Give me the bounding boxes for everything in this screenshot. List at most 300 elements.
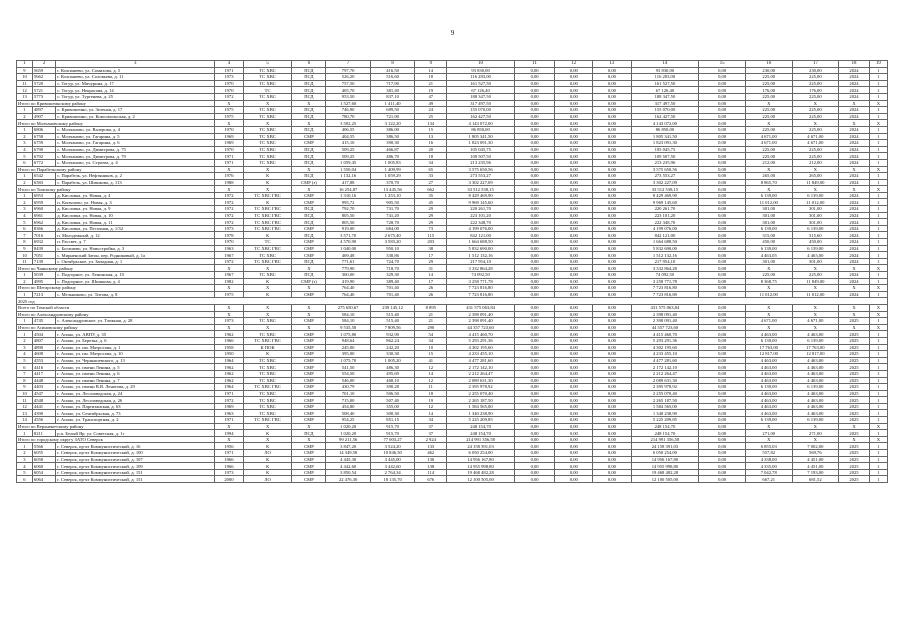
table-cell: ПСД — [292, 206, 326, 213]
column-number-cell: 13 — [593, 61, 631, 68]
table-cell: 0,00 — [699, 456, 746, 463]
table-cell: 225,00 — [792, 74, 839, 81]
table-cell: 5 — [17, 219, 33, 226]
table-cell: 3 575 650,56 — [447, 166, 515, 173]
table-cell: 1 — [17, 430, 33, 437]
table-cell: 3 571,70 — [326, 232, 371, 239]
table-cell: с. Молчаново, ул. Валерова, д. 4 — [56, 126, 215, 133]
table-cell: 109 507,50 — [447, 153, 515, 160]
table-cell: 662 — [415, 186, 447, 193]
table-cell: 5 — [17, 469, 33, 476]
table-cell: 0,00 — [555, 463, 593, 470]
table-cell: 4 415 460,70 — [447, 331, 515, 338]
table-cell: 1972 — [215, 219, 244, 226]
table-cell: ТС ХВС — [243, 133, 292, 140]
table-cell: 77 003,27 — [370, 436, 415, 443]
table-cell: 0,00 — [699, 285, 746, 292]
table-cell: 780,70 — [326, 113, 371, 120]
table-cell: 222 348,70 — [447, 219, 515, 226]
table-cell: 862,24 — [370, 337, 415, 344]
subtotal-label: Итого по Парабельскому району — [17, 166, 215, 173]
table-cell: 6 — [17, 476, 33, 483]
table-cell: ТС ХВС — [243, 272, 292, 279]
table-cell: 5721 — [32, 87, 55, 94]
table-cell: 995,72 — [326, 199, 371, 206]
table-cell: 2 172 142,10 — [447, 364, 515, 371]
table-cell: 5 225 209,85 — [447, 417, 515, 424]
table-cell: X — [215, 166, 244, 173]
table-cell: X — [792, 324, 839, 331]
table-cell: 6 139,00 — [745, 225, 792, 232]
table-cell: 0,00 — [514, 417, 554, 424]
table-cell: 667,21 — [745, 476, 792, 483]
table-cell: 225,00 — [745, 153, 792, 160]
table-cell: 0,00 — [555, 285, 593, 292]
table-cell: 248 154,70 — [631, 430, 699, 437]
table-cell: 4 338,00 — [745, 456, 792, 463]
table-cell: ПСД — [292, 173, 326, 180]
table-cell: ЛО — [243, 476, 292, 483]
table-cell: СМР — [292, 318, 326, 325]
table-row — [17, 192, 888, 199]
table-cell: 225,00 — [745, 272, 792, 279]
table-cell: 12 100 505,00 — [631, 476, 699, 483]
table-cell: 1 — [869, 199, 887, 206]
table-cell: г. Северск, пр-кт Коммунистический, д. 151 — [56, 476, 215, 483]
table-cell: д. Кисловка, ул. Новая, д. 9 — [56, 206, 215, 213]
subtotal-row — [17, 311, 888, 318]
table-cell: X — [792, 100, 839, 107]
table-cell: 0,00 — [555, 403, 593, 410]
table-cell: СМР — [292, 377, 326, 384]
table-cell: 0,00 — [514, 93, 554, 100]
table-cell: г. Северск, пр-кт Коммунистический, д. 109 — [56, 463, 215, 470]
table-cell: 4 463,00 — [745, 377, 792, 384]
table-cell: X — [869, 324, 887, 331]
table-cell: ТС ХВС — [243, 397, 292, 404]
table-cell: 0,00 — [593, 410, 631, 417]
table-cell: 0,00 — [593, 397, 631, 404]
table-cell: ТС ХВС — [243, 67, 292, 74]
table-row — [17, 390, 888, 397]
table-cell: 1 — [869, 252, 887, 259]
column-number-cell: 5 — [243, 61, 292, 68]
table-cell: г. Асино, ул. Лесозаводская, д. 24 — [56, 390, 215, 397]
table-cell: ТС ХВС — [243, 153, 292, 160]
table-cell: 13 445,56 — [370, 186, 415, 193]
table-cell: 954,25 — [326, 417, 371, 424]
table-cell: 4 335,00 — [745, 463, 792, 470]
table-cell: 1971 — [215, 450, 244, 457]
table-cell: 0,00 — [555, 337, 593, 344]
table-row — [17, 344, 888, 351]
table-cell: 1 — [869, 146, 887, 153]
table-cell: X — [745, 423, 792, 430]
table-row — [17, 351, 888, 358]
table-cell: с. Октябрьское, ул. Западная, д. 1 — [56, 258, 215, 265]
table-cell: 0,00 — [514, 100, 554, 107]
table-cell: 728,70 — [370, 219, 415, 226]
table-cell: 9 — [17, 67, 33, 74]
table-cell: 6055 — [32, 450, 55, 457]
table-cell: 851,15 — [370, 417, 415, 424]
table-cell: ПСД — [292, 113, 326, 120]
table-cell: 2 398 091,40 — [631, 318, 699, 325]
table-cell: 0,00 — [593, 450, 631, 457]
table-cell: X — [292, 166, 326, 173]
table-cell: ПСД — [292, 93, 326, 100]
table-cell: г. Асино, ул. Партизанская, д. 63 — [56, 403, 215, 410]
table-cell: X — [292, 186, 326, 193]
table-cell: 0,00 — [514, 370, 554, 377]
table-cell: 6959 — [32, 199, 55, 206]
table-cell: 220 261,70 — [447, 206, 515, 213]
table-cell: 225,00 — [792, 107, 839, 114]
table-row — [17, 245, 888, 252]
table-cell: 16 254,87 — [326, 186, 371, 193]
table-row — [17, 146, 888, 153]
table-cell: 1971 — [215, 390, 244, 397]
table-cell: 469,48 — [326, 252, 371, 259]
table-cell: 2024 — [839, 232, 870, 239]
table-cell: 9 — [17, 384, 33, 391]
table-cell: 0,00 — [514, 456, 554, 463]
table-cell: X — [839, 423, 870, 430]
table-cell: 1966 — [215, 463, 244, 470]
table-cell: 1966 — [215, 337, 244, 344]
table-cell: 315,60 — [792, 232, 839, 239]
table-cell: ПСД — [292, 153, 326, 160]
table-cell: ТС ХВС ГВС — [243, 206, 292, 213]
table-cell: 0,00 — [514, 337, 554, 344]
table-cell: 26 — [415, 285, 447, 292]
table-cell: 11 — [17, 397, 33, 404]
table-cell: 1 005,20 — [370, 357, 415, 364]
table-cell: ТС ХВС — [243, 74, 292, 81]
column-number-row — [17, 61, 888, 68]
table-cell: г. Асино, ул. имени Ленина, д. 5 — [56, 364, 215, 371]
table-cell: 21 — [415, 318, 447, 325]
table-cell: 0,00 — [699, 318, 746, 325]
table-cell: 2025 — [839, 337, 870, 344]
table-row — [17, 93, 888, 100]
table-cell: 915,70 — [370, 430, 415, 437]
table-cell: 0,00 — [593, 272, 631, 279]
table-cell: 0,00 — [514, 403, 554, 410]
table-cell: 3 258 771,78 — [631, 278, 699, 285]
table-cell: 265,00 — [792, 173, 839, 180]
table-cell: 1 — [869, 219, 887, 226]
table-cell: 1 823 091,30 — [447, 140, 515, 147]
table-cell: 3 258 771,78 — [447, 278, 515, 285]
table-cell: СМР — [292, 370, 326, 377]
table-cell: ТС — [243, 87, 292, 94]
table-row — [17, 232, 888, 239]
table-cell: 9 — [17, 245, 33, 252]
table-cell: 0,00 — [699, 450, 746, 457]
table-cell: 1 805 341,50 — [447, 133, 515, 140]
table-cell: 515,40 — [370, 311, 415, 318]
table-cell: 15 — [415, 126, 447, 133]
table-row — [17, 153, 888, 160]
table-cell: 4890 — [32, 344, 55, 351]
table-cell: 8 429 469,90 — [631, 192, 699, 199]
table-cell: 0,00 — [593, 278, 631, 285]
table-cell: 5566 — [32, 443, 55, 450]
table-cell: 0,00 — [555, 476, 593, 483]
table-cell: 0,00 — [593, 80, 631, 87]
table-cell: 2 398 091,40 — [447, 311, 515, 318]
table-cell: 0,00 — [555, 80, 593, 87]
table-cell: 2 — [17, 199, 33, 206]
table-cell: 329,30 — [370, 272, 415, 279]
table-cell: 0,00 — [699, 252, 746, 259]
table-cell: 44 357 723,60 — [631, 324, 699, 331]
table-cell: 0,00 — [593, 100, 631, 107]
table-cell: 0,00 — [514, 311, 554, 318]
subtotal-row — [17, 265, 888, 272]
table-cell: ТС ХВС ГВС — [243, 192, 292, 199]
table-cell: X — [745, 285, 792, 292]
table-cell: 4 671,00 — [792, 133, 839, 140]
table-cell: 1976 — [215, 173, 244, 180]
table-cell: 4 143 072,00 — [447, 120, 515, 127]
table-cell: 0,00 — [593, 113, 631, 120]
table-cell: с. Парабель, ул. Нефтяников, д. 2 — [56, 173, 215, 180]
table-cell: 0,00 — [593, 456, 631, 463]
table-cell: 1 — [869, 133, 887, 140]
table-cell: 4 463,00 — [792, 403, 839, 410]
table-cell: 0,00 — [593, 199, 631, 206]
table-cell: 1 — [869, 344, 887, 351]
table-cell: 557,82 — [745, 450, 792, 457]
table-cell: 390,28 — [370, 384, 415, 391]
table-cell: 3 — [17, 456, 33, 463]
table-cell: с. Молчаново, ул. Гагарина, д. 5 — [56, 133, 215, 140]
table-row — [17, 370, 888, 377]
table-cell: 6932 — [32, 239, 55, 246]
table-cell: 1 — [17, 331, 33, 338]
table-cell: 419,90 — [326, 278, 371, 285]
table-row — [17, 410, 888, 417]
table-cell: ПСД — [292, 126, 326, 133]
table-cell: 1970 — [215, 87, 244, 94]
table-cell: 155 070,00 — [447, 107, 515, 114]
table-row — [17, 159, 888, 166]
table-cell: 6 050 254,00 — [631, 450, 699, 457]
table-cell: 2024 — [839, 199, 870, 206]
table-row — [17, 469, 888, 476]
table-cell: 225,00 — [745, 126, 792, 133]
table-cell: 0,00 — [699, 153, 746, 160]
table-cell: 1 — [869, 370, 887, 377]
subtotal-row — [17, 423, 888, 430]
table-cell: 0,00 — [555, 324, 593, 331]
table-cell: г. Асино, ул. Лесозаводская, д. 26 — [56, 397, 215, 404]
table-cell: 2025 — [839, 351, 870, 358]
table-cell: 2024 — [839, 74, 870, 81]
table-cell: 2025 — [839, 364, 870, 371]
table-cell: 721,90 — [370, 113, 415, 120]
table-cell: 0,00 — [514, 173, 554, 180]
table-cell: г. Асино, ул. имени В.В. Ленатова, д. 29 — [56, 384, 215, 391]
table-cell: 13 — [17, 410, 33, 417]
table-cell: 0,00 — [514, 120, 554, 127]
table-cell: X — [792, 311, 839, 318]
table-cell: 1 — [869, 87, 887, 94]
table-cell: 390,30 — [370, 140, 415, 147]
table-cell: 4504 — [32, 331, 55, 338]
table-cell: СМР — [292, 239, 326, 246]
table-cell: 225,00 — [792, 113, 839, 120]
table-cell: 0,00 — [555, 225, 593, 232]
table-cell: 0,00 — [555, 377, 593, 384]
table-cell: 5720 — [32, 80, 55, 87]
table-cell: СМР — [292, 357, 326, 364]
table-cell: 4 463,00 — [792, 377, 839, 384]
table-cell: 486,70 — [370, 153, 415, 160]
table-cell: 0,00 — [699, 463, 746, 470]
table-cell: 0,00 — [593, 344, 631, 351]
table-cell: 4995 — [32, 278, 55, 285]
subtotal-row — [17, 166, 888, 173]
table-cell: 1 — [17, 192, 33, 199]
table-cell: 0,00 — [593, 291, 631, 298]
table-cell: 2024 — [839, 212, 870, 219]
table-cell: 1 075,70 — [326, 357, 371, 364]
table-cell: 0,00 — [593, 390, 631, 397]
table-cell: 301,00 — [745, 206, 792, 213]
table-cell: 6 139,00 — [745, 337, 792, 344]
table-cell: СМР — [292, 456, 326, 463]
table-cell: 0,00 — [555, 199, 593, 206]
table-cell: 2025 — [839, 417, 870, 424]
table-cell: 1978 — [215, 232, 244, 239]
table-cell: 2025 — [839, 370, 870, 377]
table-cell: 130 — [415, 456, 447, 463]
table-cell: 0,00 — [555, 192, 593, 199]
table-cell: 5 293 291,36 — [631, 337, 699, 344]
table-cell: 14 — [415, 410, 447, 417]
table-cell: 217 954,10 — [447, 258, 515, 265]
table-cell: 11 012,00 — [745, 291, 792, 298]
table-cell: СМР — [292, 331, 326, 338]
table-cell: 0,00 — [593, 206, 631, 213]
table-cell: 4897 — [32, 107, 55, 114]
table-cell: 13 — [415, 133, 447, 140]
column-number-cell: 11 — [514, 61, 554, 68]
table-cell: 1 — [869, 337, 887, 344]
table-cell: 6960 — [32, 206, 55, 213]
table-cell: 0,00 — [514, 443, 554, 450]
table-cell: 1 — [869, 93, 887, 100]
table-cell: 0,00 — [555, 344, 593, 351]
column-number-cell: 19 — [869, 61, 887, 68]
table-cell: 5 225 209,85 — [631, 417, 699, 424]
table-cell: X — [243, 166, 292, 173]
table-cell: 0,00 — [593, 159, 631, 166]
table-cell: 0,00 — [593, 357, 631, 364]
table-cell: X — [792, 186, 839, 193]
table-cell: г. Колпашево, ул. Соловьева, д. 11 — [56, 74, 215, 81]
table-cell: 7051 — [32, 252, 55, 259]
table-cell: 731,70 — [370, 206, 415, 213]
subtotal-label: Итого по Кривошеинскому району — [17, 100, 215, 107]
table-cell: 805,50 — [326, 219, 371, 226]
table-cell: 2025 — [839, 318, 870, 325]
table-cell: 2 398 091,40 — [447, 318, 515, 325]
table-cell: 701,10 — [326, 390, 371, 397]
table-cell: 214 991 356,58 — [447, 436, 515, 443]
table-cell: 5 — [17, 153, 33, 160]
table-cell: 0,00 — [699, 179, 746, 186]
table-cell: 225,00 — [745, 93, 792, 100]
table-cell: 0,00 — [555, 357, 593, 364]
table-cell: с. Мельниково, ул. Титова, д. 8 — [56, 291, 215, 298]
table-cell: 0,00 — [514, 450, 554, 457]
table-cell: 301,00 — [792, 219, 839, 226]
table-cell: 33 — [415, 173, 447, 180]
table-row — [17, 67, 888, 74]
table-cell: 12 100 505,00 — [447, 476, 515, 483]
table-cell: 65 — [415, 166, 447, 173]
table-cell: ТС ХВС — [243, 140, 292, 147]
table-cell: 764,40 — [326, 291, 371, 298]
table-cell: 3 445,00 — [370, 456, 415, 463]
table-cell: 4 463,00 — [792, 357, 839, 364]
table-cell: 6054 — [32, 469, 55, 476]
table-cell: 509,25 — [326, 153, 371, 160]
table-cell: 1973 — [215, 74, 244, 81]
table-cell: 0,00 — [699, 364, 746, 371]
table-cell: 2 924 — [415, 436, 447, 443]
table-cell: 1 — [869, 463, 887, 470]
table-cell: 7 — [17, 232, 33, 239]
table-cell: 12 — [17, 87, 33, 94]
table-cell: 4 671,00 — [792, 140, 839, 147]
table-cell: 217 954,10 — [631, 258, 699, 265]
table-cell: 0,00 — [593, 140, 631, 147]
table-cell: 0,00 — [699, 258, 746, 265]
table-cell: г. Северск, пр-кт Коммунистический, д. 107 — [56, 456, 215, 463]
table-cell: 0,00 — [699, 430, 746, 437]
table-cell: 5659 — [32, 67, 55, 74]
table-cell: 0,00 — [555, 384, 593, 391]
table-cell: 1972 — [215, 258, 244, 265]
table-cell: 14 955 998,80 — [447, 463, 515, 470]
table-cell: 4 477 281,60 — [447, 357, 515, 364]
table-cell: 3 302 227,09 — [447, 179, 515, 186]
table-cell: 1 005,83 — [370, 159, 415, 166]
table-cell: 2 212 264,47 — [631, 370, 699, 377]
table-cell: 3 847,20 — [326, 443, 371, 450]
table-cell: 19 468 482,28 — [631, 469, 699, 476]
table-cell: X — [745, 265, 792, 272]
table-cell: 248 154,70 — [447, 430, 515, 437]
table-cell: 466,87 — [370, 146, 415, 153]
table-cell: 0,00 — [514, 265, 554, 272]
table-cell: 4 463,00 — [745, 410, 792, 417]
table-row — [17, 384, 888, 391]
subtotal-label: Итого по городскому округу ЗАТО Северск — [17, 436, 215, 443]
table-cell: ПСД — [292, 232, 326, 239]
table-cell: 0,00 — [514, 463, 554, 470]
table-cell: 948,64 — [326, 337, 371, 344]
table-cell: 0,00 — [514, 113, 554, 120]
table-cell: К — [243, 469, 292, 476]
table-cell: 2024 — [839, 87, 870, 94]
table-cell: 415,10 — [326, 140, 371, 147]
